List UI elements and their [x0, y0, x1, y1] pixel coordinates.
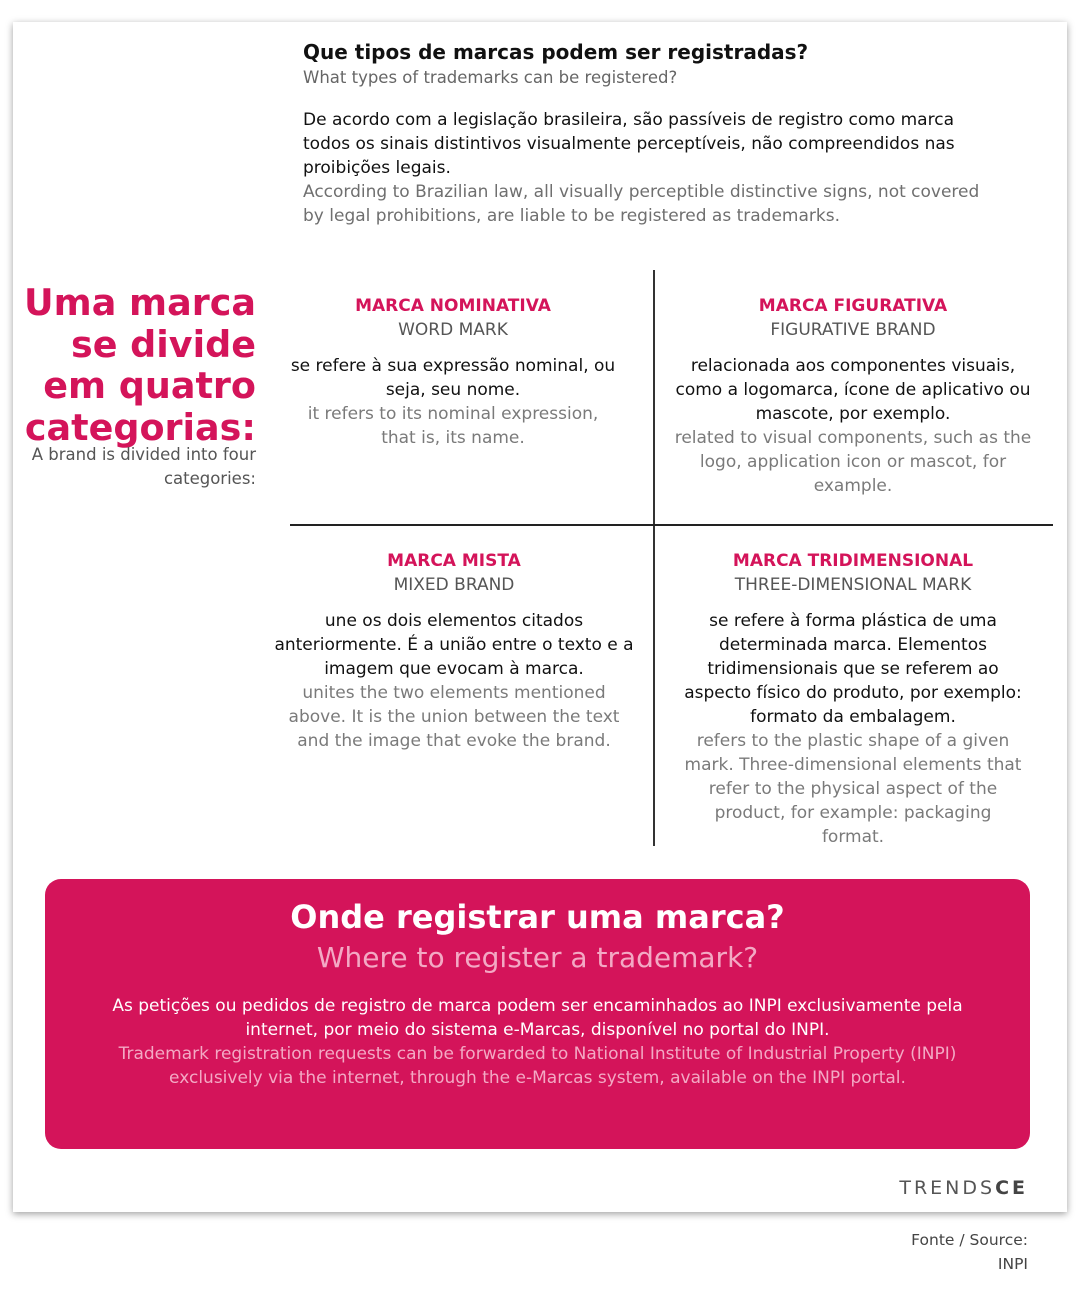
logo-part-ce: CE — [995, 1177, 1028, 1199]
category-three-dimensional — [683, 549, 1023, 849]
category-title-en: FIGURATIVE BRAND — [770, 320, 936, 340]
source-label: Fonte / Source: — [911, 1231, 1028, 1249]
intro-text-pt: De acordo com a legislação brasileira, são passíveis de registro como marca todos os sinais distintivos visualmente perceptíveis, não compreendidos nas proibições legais. — [303, 110, 955, 178]
category-text-pt: se refere à sua expressão nominal, ou seja, seu nome. — [290, 356, 616, 400]
category-text-en: related to visual components, such as the logo, application icon or mascot, for example. — [674, 428, 1032, 496]
grid-divider-vertical-top — [653, 270, 655, 524]
grid-divider-vertical-bottom — [653, 526, 655, 846]
register-text-en: Trademark registration requests can be forwarded to National Institute of Industrial Property (INPI) exclusively via the internet, through the e-Marcas system, available on the INPI portal. — [118, 1044, 957, 1088]
category-mixed-brand — [272, 549, 636, 753]
category-figurative-brand — [674, 294, 1032, 498]
category-title-pt: MARCA TRIDIMENSIONAL — [732, 551, 974, 571]
category-title-pt: MARCA NOMINATIVA — [355, 296, 551, 316]
category-title-en: WORD MARK — [398, 320, 508, 340]
grid-divider-horizontal — [290, 524, 1053, 526]
categories-heading-en: A brand is divided into four categories: — [31, 445, 256, 488]
source-value: INPI — [997, 1255, 1028, 1273]
intro-text-en: According to Brazilian law, all visually perceptible distinctive signs, not covered by legal prohibitions, are liable to be registered as trademarks. — [303, 182, 980, 226]
trendsce-logo — [899, 1177, 1028, 1199]
category-title-pt: MARCA FIGURATIVA — [758, 296, 948, 316]
source-note — [828, 1228, 1028, 1276]
category-title-en: THREE-DIMENSIONAL MARK — [734, 575, 972, 595]
category-word-mark — [290, 294, 616, 450]
categories-heading: Uma marca se divide em quatro categorias: — [24, 281, 256, 449]
category-title-en: MIXED BRAND — [393, 575, 515, 595]
intro-question-en: What types of trademarks can be registered? — [303, 68, 678, 87]
register-title: Onde registrar uma marca? — [290, 898, 785, 936]
category-text-pt: une os dois elementos citados anteriormente. É a união entre o texto e a imagem que evocam à marca. — [274, 611, 634, 679]
category-text-pt: se refere à forma plástica de uma determinada marca. Elementos tridimensionais que se referem ao aspecto físico do produto, por exemplo: formato da embalagem. — [684, 611, 1022, 727]
category-text-pt: relacionada aos componentes visuais, como a logomarca, ícone de aplicativo ou mascote, por exemplo. — [675, 356, 1031, 424]
category-text-en: it refers to its nominal expression, that is, its name. — [307, 404, 599, 448]
register-text-pt: As petições ou pedidos de registro de marca podem ser encaminhados ao INPI exclusivamente pela internet, por meio do sistema e-Marcas, disponível no portal do INPI. — [112, 996, 963, 1040]
category-title-pt: MARCA MISTA — [387, 551, 521, 571]
register-title-en: Where to register a trademark? — [316, 941, 759, 974]
category-text-en: refers to the plastic shape of a given mark. Three-dimensional elements that refer to the physical aspect of the product, for example: packaging format. — [684, 731, 1022, 847]
intro-question-pt: Que tipos de marcas podem ser registradas? — [303, 40, 809, 64]
logo-part-trends: TRENDS — [899, 1177, 996, 1199]
category-text-en: unites the two elements mentioned above. It is the union between the text and the image that evoke the brand. — [288, 683, 620, 751]
